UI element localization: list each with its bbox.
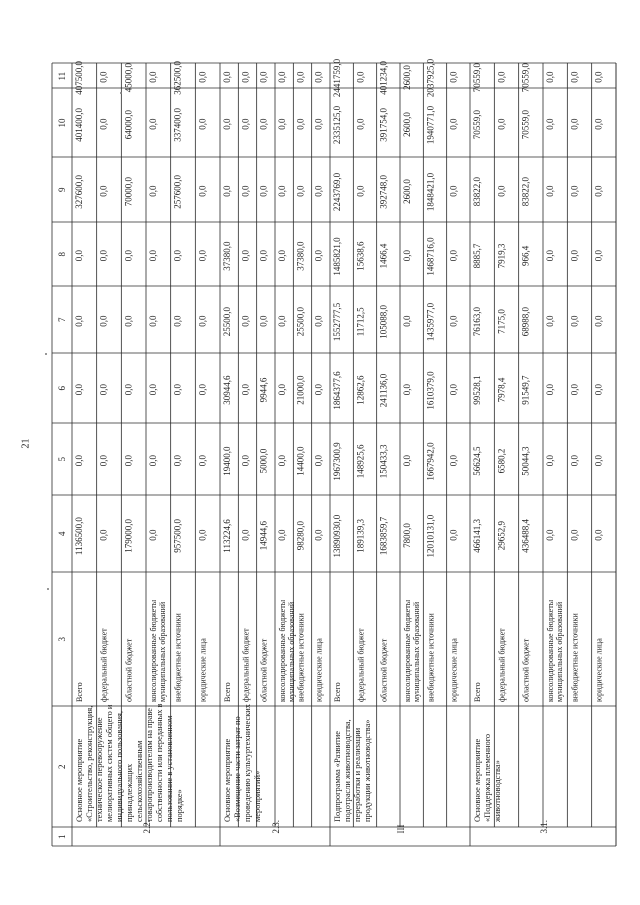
value-cell: 0,0	[98, 315, 109, 327]
header-cell-3: 3	[57, 637, 67, 642]
row-label: федеральный бюджет	[99, 628, 109, 702]
value-cell: 0,0	[74, 383, 84, 396]
section-title-line: Основное мероприятие	[223, 738, 232, 822]
value-cell: 5000,0	[258, 448, 269, 474]
value-cell: 0,0	[313, 315, 324, 327]
value-cell: 0,0	[593, 118, 604, 130]
value-cell: 83822,0	[520, 177, 531, 207]
value-cell: 0,0	[402, 315, 412, 327]
value-cell: 70559,0	[520, 63, 531, 93]
value-cell: 0,0	[545, 118, 555, 130]
header-cell-7: 7	[57, 317, 67, 322]
value-cell: 1848421,0	[425, 172, 436, 212]
value-cell: 0,0	[569, 71, 580, 83]
value-cell: 12862,6	[355, 375, 366, 405]
value-cell: 1485821,0	[332, 237, 342, 276]
value-cell: 0,0	[240, 529, 251, 541]
value-cell: 337400,0	[172, 107, 183, 142]
row-label: муниципальных образований	[158, 601, 167, 702]
value-cell: 64000,0	[123, 110, 134, 140]
value-cell: 0,0	[295, 71, 306, 83]
value-cell: 0,0	[569, 454, 580, 467]
value-cell: 0,0	[545, 185, 555, 197]
row-label: Всего	[223, 682, 232, 702]
value-cell: 1864377,6	[332, 371, 342, 410]
value-cell: 0,0	[277, 118, 287, 130]
value-cell: 0,0	[197, 118, 208, 130]
row-label: консолидированные бюджеты	[278, 599, 287, 702]
value-cell: 0,0	[240, 71, 251, 83]
value-cell: 0,0	[448, 185, 459, 197]
value-cell: 0,0	[593, 454, 604, 467]
value-cell: 2600,0	[402, 112, 412, 137]
value-cell: 0,0	[148, 315, 158, 327]
value-cell: 0,0	[313, 383, 324, 396]
value-cell: 0,0	[240, 315, 251, 327]
value-cell: 0,0	[197, 315, 208, 327]
section-title-line: порядке»	[175, 789, 184, 822]
value-cell: 0,0	[496, 185, 507, 197]
value-cell: 0,0	[402, 249, 412, 262]
row-label: юридические лица	[314, 638, 324, 702]
value-cell: 148925,6	[355, 444, 366, 479]
row-label: Всего	[333, 682, 342, 702]
value-cell: 0,0	[148, 71, 158, 83]
value-cell: 0,0	[569, 185, 580, 197]
value-cell: 0,0	[197, 185, 208, 197]
value-cell: 2441759,0	[332, 58, 342, 98]
value-cell: 0,0	[74, 249, 84, 262]
value-cell: 0,0	[240, 454, 251, 467]
value-cell: 0,0	[240, 383, 251, 396]
value-cell: 0,0	[123, 315, 134, 327]
value-cell: 2335125,0	[332, 105, 342, 145]
value-cell: 401400,0	[74, 107, 84, 142]
section-title-line: проведению культуртехнических	[243, 704, 252, 822]
value-cell: 407500,0	[74, 60, 84, 95]
row-label: федеральный бюджет	[497, 628, 507, 702]
value-cell: 0,0	[258, 315, 269, 327]
section-title-line: Основное мероприятие	[75, 738, 84, 822]
value-cell: 113224,6	[222, 519, 232, 553]
value-cell: 0,0	[172, 383, 183, 396]
value-cell: 0,0	[295, 185, 306, 197]
row-label: внебюджетные источники	[426, 613, 436, 702]
value-cell: 0,0	[402, 383, 412, 396]
value-cell: 14944,6	[258, 521, 269, 551]
value-cell: 0,0	[545, 383, 555, 396]
value-cell: 0,0	[569, 529, 580, 541]
value-cell: 0,0	[148, 454, 158, 467]
value-cell: 2600,0	[402, 179, 412, 204]
section-title-line: товаропроизводителям на праве	[145, 707, 154, 822]
value-cell: 327600,0	[74, 174, 84, 209]
value-cell: 0,0	[148, 249, 158, 262]
section-title-line: продукции животноводства»	[363, 719, 372, 822]
value-cell: 0,0	[277, 454, 287, 467]
value-cell: 0,0	[74, 315, 84, 327]
row-label: внебюджетные источники	[296, 613, 306, 702]
section-title-line: мелиоративных систем общего и	[105, 704, 114, 822]
value-cell: 0,0	[593, 71, 604, 83]
value-cell: 12010131,0	[425, 514, 436, 558]
header-cell-8: 8	[57, 252, 67, 257]
value-cell: 0,0	[277, 529, 287, 541]
value-cell: 0,0	[98, 383, 109, 396]
value-cell: 6580,2	[496, 448, 507, 474]
value-cell: 1610379,0	[425, 371, 436, 410]
value-cell: 29652,9	[496, 521, 507, 551]
value-cell: 1468716,0	[425, 237, 436, 276]
value-cell: 0,0	[172, 454, 183, 467]
row-label: федеральный бюджет	[356, 628, 366, 702]
value-cell: 0,0	[172, 249, 183, 262]
value-cell: 2243769,0	[332, 172, 342, 212]
value-cell: 401234,0	[378, 60, 389, 95]
row-label: юридические лица	[594, 638, 604, 702]
page-number: 21	[20, 438, 32, 449]
section-title-line: пользование в установленном	[165, 715, 174, 822]
value-cell: 0,0	[197, 454, 208, 467]
value-cell: 0,0	[123, 383, 134, 396]
value-cell: 150433,3	[378, 444, 389, 479]
value-cell: 0,0	[496, 118, 507, 130]
value-cell: 0,0	[355, 185, 366, 197]
section-id: III	[396, 824, 406, 834]
value-cell: 0,0	[593, 529, 604, 541]
value-cell: 25500,0	[222, 307, 232, 337]
value-cell: 56624,5	[472, 446, 482, 476]
value-cell: 37380,0	[295, 241, 306, 271]
section-title-line: индивидуального пользования,	[115, 711, 124, 822]
value-cell: 15638,6	[355, 241, 366, 271]
value-cell: 1683859,7	[378, 516, 389, 556]
value-cell: 11712,5	[355, 307, 366, 337]
value-cell: 0,0	[277, 185, 287, 197]
value-cell: 0,0	[197, 249, 208, 262]
value-cell: 9944,6	[258, 377, 269, 403]
value-cell: 2600,0	[402, 65, 412, 90]
value-cell: 0,0	[258, 118, 269, 130]
value-cell: 362500,0	[172, 60, 183, 95]
value-cell: 0,0	[240, 118, 251, 130]
value-cell: 0,0	[98, 71, 109, 83]
row-label: областной бюджет	[259, 638, 269, 702]
value-cell: 391754,0	[378, 107, 389, 142]
section-title-line: сельскохозяйственным	[135, 740, 144, 822]
value-cell: 0,0	[313, 249, 324, 262]
value-cell: 7978,4	[496, 377, 507, 403]
value-cell: 7175,0	[496, 309, 507, 334]
value-cell: 83822,0	[472, 177, 482, 207]
value-cell: 0,0	[569, 315, 580, 327]
value-cell: 1466,4	[378, 243, 389, 269]
row-label: консолидированные бюджеты	[149, 599, 158, 702]
value-cell: 0,0	[313, 454, 324, 467]
value-cell: 436488,4	[520, 518, 531, 553]
value-cell: 13890930,0	[332, 514, 342, 558]
value-cell: 0,0	[545, 529, 555, 541]
row-label: внебюджетные источники	[173, 613, 183, 702]
value-cell: 105088,0	[378, 304, 389, 339]
value-cell: 0,0	[402, 454, 412, 467]
value-cell: 0,0	[313, 529, 324, 541]
section-title-line: мероприятий»	[253, 770, 262, 822]
value-cell: 0,0	[123, 454, 134, 467]
value-cell: 966,4	[520, 245, 531, 266]
value-cell: 1435977,0	[425, 302, 436, 342]
value-cell: 0,0	[277, 249, 287, 262]
section-id: 2.2.	[142, 820, 152, 834]
value-cell: 466141,3	[472, 518, 482, 553]
header-cell-10: 10	[57, 118, 67, 128]
value-cell: 0,0	[277, 315, 287, 327]
value-cell: 0,0	[222, 71, 232, 83]
value-cell: 0,0	[98, 118, 109, 130]
value-cell: 0,0	[569, 383, 580, 396]
section-title-line: переработки и реализации	[353, 727, 362, 822]
row-label: муниципальных образований	[412, 601, 421, 702]
value-cell: 19400,0	[222, 446, 232, 476]
value-cell: 0,0	[448, 118, 459, 130]
value-cell: 1552777,5	[332, 302, 342, 342]
row-label: консолидированные бюджеты	[403, 599, 412, 702]
value-cell: 0,0	[258, 185, 269, 197]
value-cell: 0,0	[148, 529, 158, 541]
section-title-line: Основное мероприятие	[473, 738, 482, 822]
value-cell: 0,0	[277, 383, 287, 396]
value-cell: 0,0	[240, 249, 251, 262]
value-cell: 0,0	[277, 71, 287, 83]
row-label: юридические лица	[449, 638, 459, 702]
value-cell: 98280,0	[295, 521, 306, 551]
row-label: областной бюджет	[124, 638, 134, 702]
value-cell: 0,0	[197, 529, 208, 541]
section-id: 3.1.	[539, 820, 549, 834]
value-cell: 0,0	[593, 185, 604, 197]
value-cell: 0,0	[148, 383, 158, 396]
section-title-line: «Возмещение части затрат по	[233, 716, 242, 822]
value-cell: 76163,0	[472, 307, 482, 337]
value-cell: 0,0	[197, 71, 208, 83]
scan-speck	[47, 588, 49, 590]
value-cell: 70559,0	[472, 110, 482, 140]
value-cell: 0,0	[148, 118, 158, 130]
scan-speck	[45, 353, 47, 355]
header-cell-4: 4	[57, 531, 67, 536]
value-cell: 0,0	[148, 185, 158, 197]
value-cell: 0,0	[313, 71, 324, 83]
value-cell: 2037925,0	[425, 58, 436, 98]
row-label: консолидированные бюджеты	[546, 599, 555, 702]
header-cell-9: 9	[57, 187, 67, 192]
value-cell: 0,0	[313, 185, 324, 197]
value-cell: 0,0	[496, 71, 507, 83]
value-cell: 0,0	[240, 185, 251, 197]
value-cell: 0,0	[545, 315, 555, 327]
value-cell: 0,0	[593, 383, 604, 396]
section-title-line: подотрасли животноводства,	[343, 719, 352, 822]
value-cell: 0,0	[569, 118, 580, 130]
value-cell: 0,0	[545, 454, 555, 467]
value-cell: 241136,0	[378, 373, 389, 408]
value-cell: 14400,0	[295, 446, 306, 476]
value-cell: 0,0	[74, 454, 84, 467]
value-cell: 45000,0	[123, 63, 134, 93]
value-cell: 0,0	[222, 118, 232, 130]
section-title-line: «Строительство, реконструкция,	[85, 705, 94, 822]
section-title-line: собственности или переданных в	[155, 703, 164, 822]
value-cell: 7919,3	[496, 243, 507, 269]
section-title-line: животноводства»	[493, 760, 502, 822]
header-cell-11: 11	[57, 71, 67, 81]
row-label: областной бюджет	[521, 638, 531, 702]
value-cell: 0,0	[545, 71, 555, 83]
row-label: Всего	[473, 682, 482, 702]
value-cell: 0,0	[123, 249, 134, 262]
row-label: муниципальных образований	[555, 601, 564, 702]
value-cell: 0,0	[258, 249, 269, 262]
value-cell: 30944,6	[222, 375, 232, 405]
value-cell: 0,0	[448, 71, 459, 83]
value-cell: 0,0	[313, 118, 324, 130]
value-cell: 0,0	[448, 383, 459, 396]
value-cell: 0,0	[569, 249, 580, 262]
value-cell: 0,0	[258, 71, 269, 83]
value-cell: 1136500,0	[74, 517, 84, 556]
section-id: 2.3.	[271, 820, 281, 834]
value-cell: 0,0	[355, 71, 366, 83]
value-cell: 8885,7	[472, 243, 482, 269]
value-cell: 1940771,0	[425, 105, 436, 145]
value-cell: 0,0	[98, 185, 109, 197]
value-cell: 7800,0	[402, 523, 412, 548]
value-cell: 21000,0	[295, 375, 306, 405]
value-cell: 0,0	[98, 249, 109, 262]
header-cell-2: 2	[57, 764, 67, 769]
value-cell: 179000,0	[123, 518, 134, 553]
header-cell-6: 6	[57, 386, 67, 391]
value-cell: 957500,0	[172, 518, 183, 553]
value-cell: 0,0	[172, 315, 183, 327]
section-title-line: принадлежащих	[125, 763, 134, 822]
header-cell-1: 1	[57, 834, 67, 839]
scan-speck	[120, 92, 122, 94]
value-cell: 37380,0	[222, 241, 232, 271]
value-cell: 91549,7	[520, 375, 531, 405]
value-cell: 0,0	[593, 315, 604, 327]
value-cell: 0,0	[98, 529, 109, 541]
value-cell: 0,0	[98, 454, 109, 467]
value-cell: 50044,3	[520, 446, 531, 476]
row-label: федеральный бюджет	[241, 628, 251, 702]
row-label: муниципальных образований	[287, 601, 296, 702]
value-cell: 1667942,0	[425, 442, 436, 481]
value-cell: 70559,0	[472, 63, 482, 93]
value-cell: 70000,0	[123, 177, 134, 207]
section-title-line: Подпрограмма «Развитие	[333, 731, 342, 822]
value-cell: 25500,0	[295, 307, 306, 337]
value-cell: 0,0	[295, 118, 306, 130]
value-cell: 0,0	[448, 454, 459, 467]
section-title-line: «Поддержка племенного	[483, 733, 492, 822]
value-cell: 0,0	[448, 315, 459, 327]
row-label: областной бюджет	[379, 638, 389, 702]
header-cell-5: 5	[57, 457, 67, 462]
value-cell: 70559,0	[520, 110, 531, 140]
value-cell: 0,0	[197, 383, 208, 396]
value-cell: 0,0	[222, 185, 232, 197]
value-cell: 189139,3	[355, 518, 366, 553]
row-label: Всего	[75, 682, 84, 702]
value-cell: 0,0	[545, 249, 555, 262]
value-cell: 99528,1	[472, 375, 482, 405]
value-cell: 392748,0	[378, 174, 389, 209]
value-cell: 0,0	[448, 529, 459, 541]
value-cell: 0,0	[448, 249, 459, 262]
value-cell: 0,0	[593, 249, 604, 262]
value-cell: 1967300,9	[332, 442, 342, 481]
value-cell: 257600,0	[172, 174, 183, 209]
value-cell: 68988,0	[520, 307, 531, 337]
row-label: юридические лица	[198, 638, 208, 702]
section-title-line: техническое перевооружение	[95, 717, 104, 822]
value-cell: 0,0	[355, 118, 366, 130]
row-label: внебюджетные источники	[570, 613, 580, 702]
